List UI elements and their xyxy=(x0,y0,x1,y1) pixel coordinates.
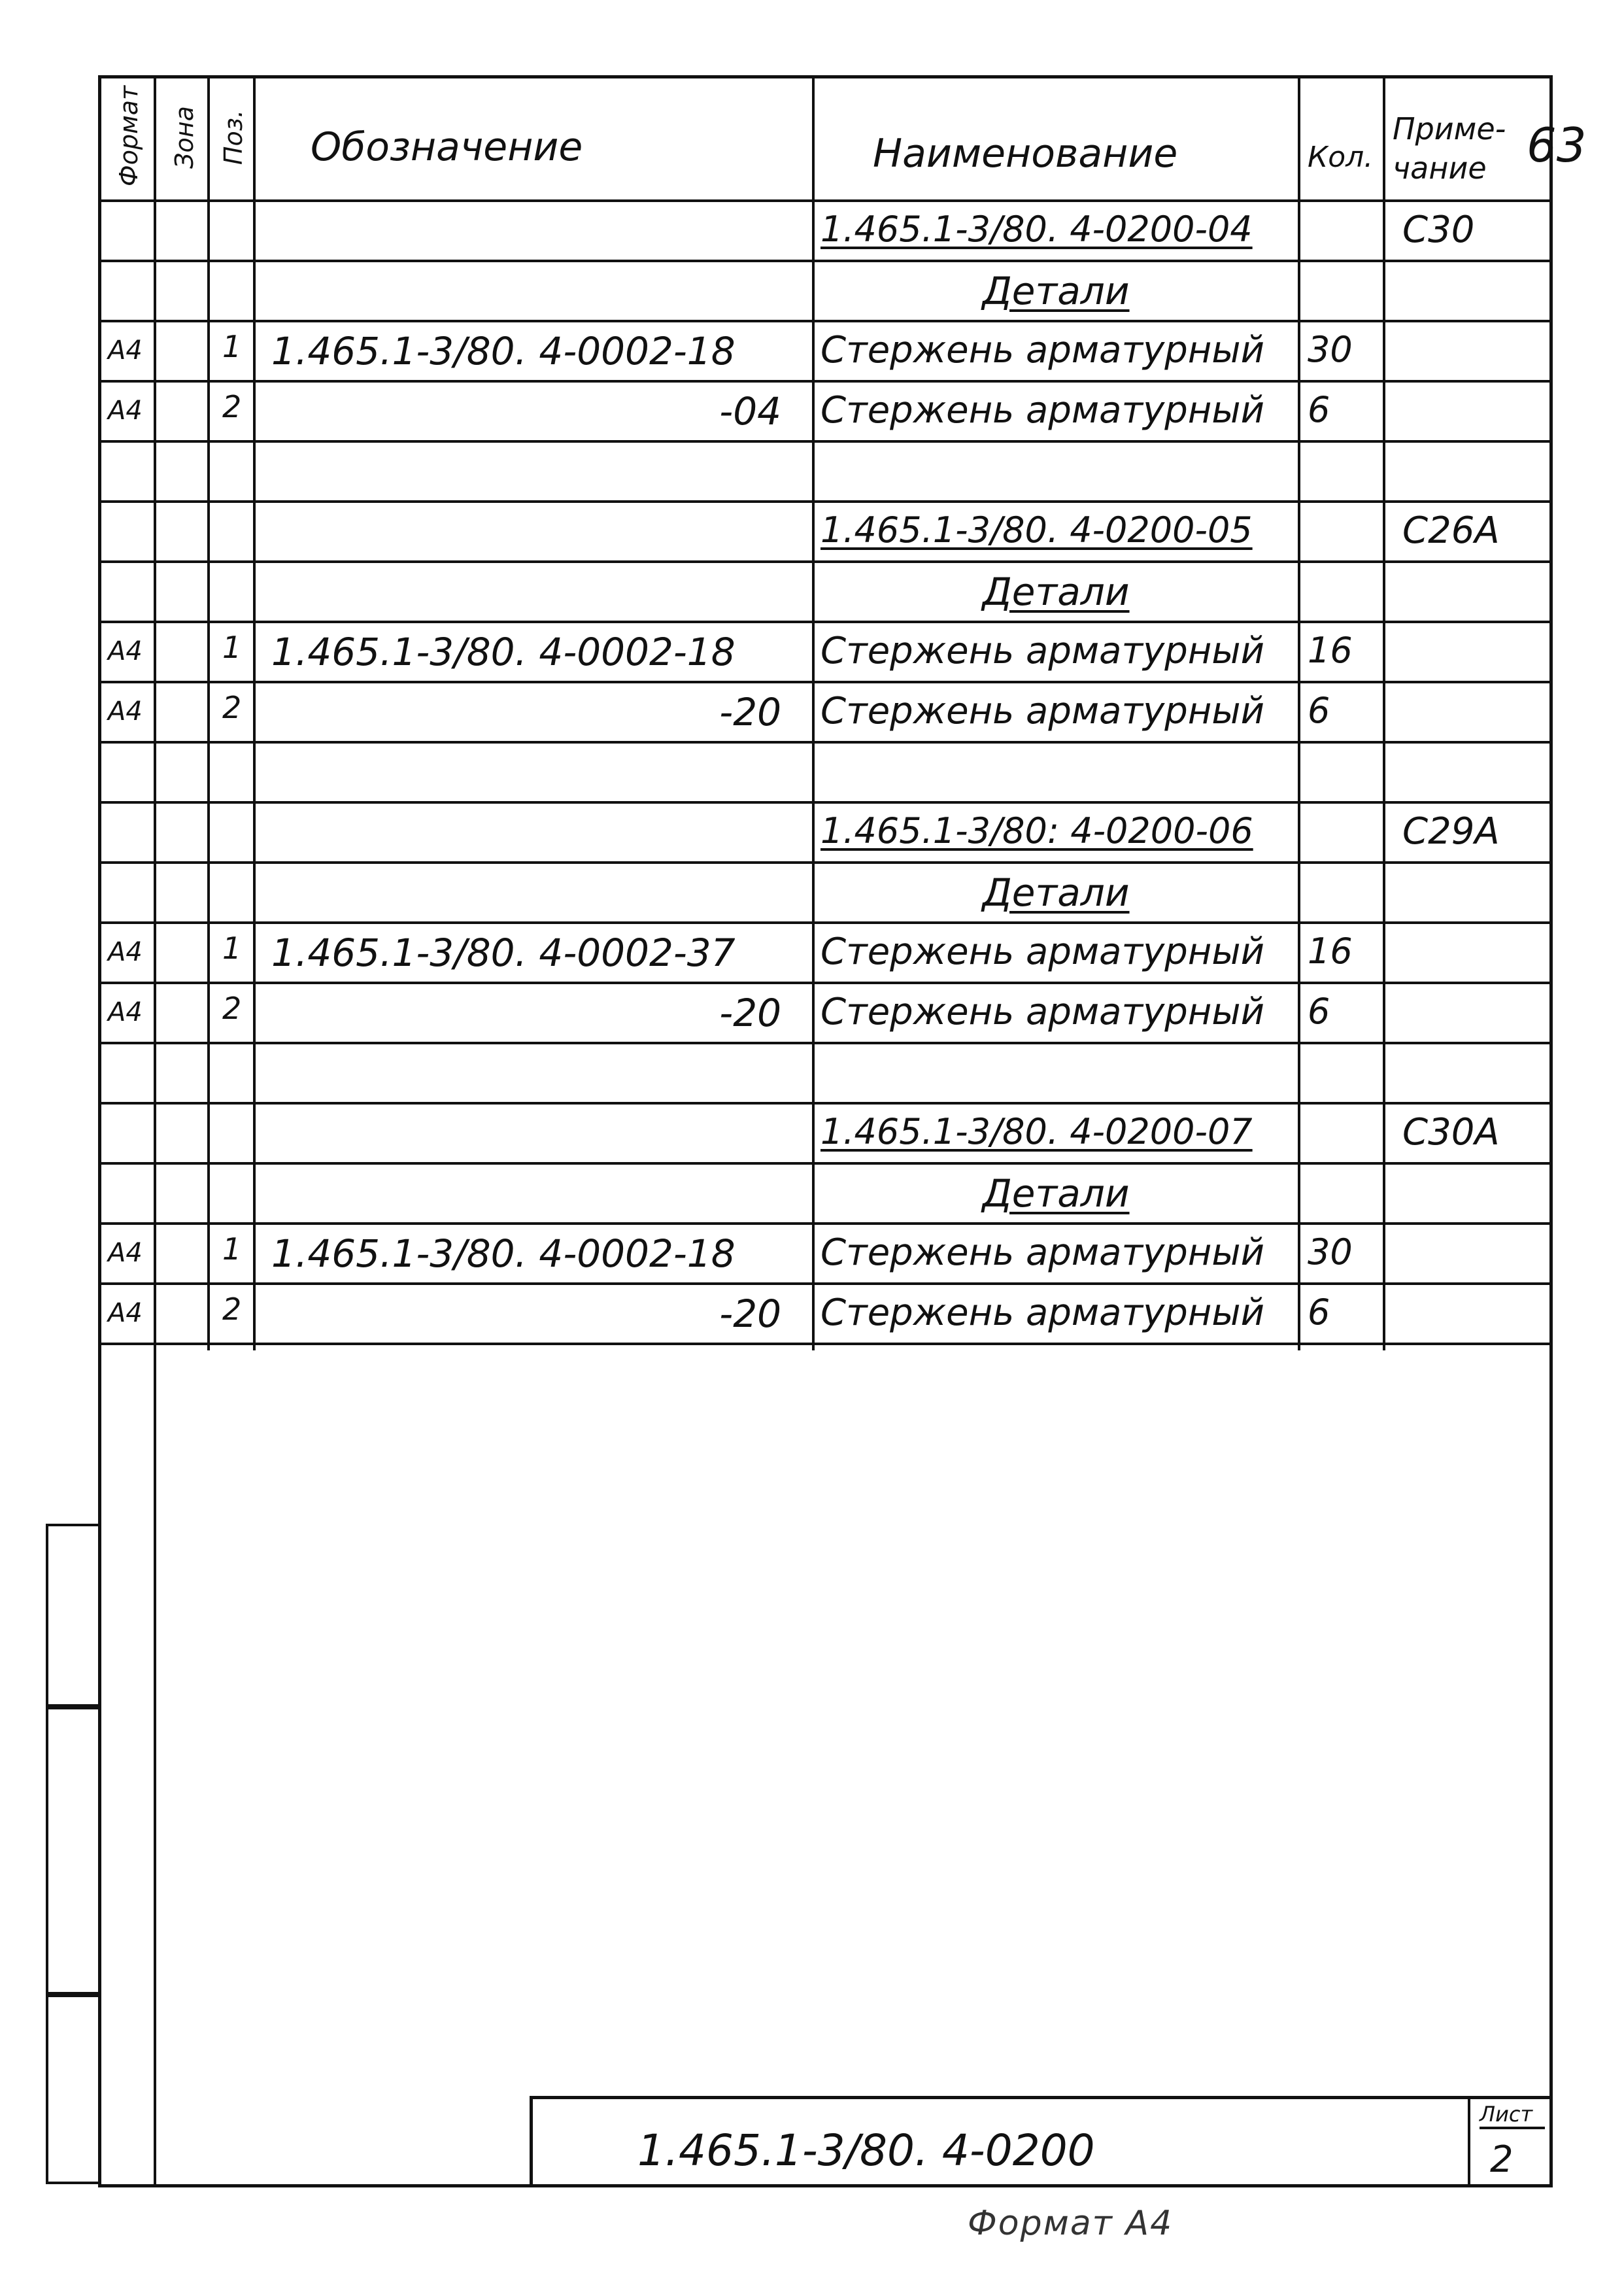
document-title: 1.465.1-3/80: 4-0200-06 xyxy=(820,810,1253,851)
row-divider xyxy=(101,741,1553,744)
format-cell: А4 xyxy=(108,696,143,727)
sheet-box xyxy=(1468,2099,1553,2187)
column-line-3 xyxy=(253,78,256,1350)
row-divider xyxy=(101,681,1553,683)
name-cell: Стержень арматурный xyxy=(820,931,1264,973)
header-note-line1: Приме- xyxy=(1393,111,1506,146)
row-divider xyxy=(101,440,1553,443)
document-title: 1.465.1-3/80. 4-0200-07 xyxy=(820,1111,1253,1152)
table-bottom-line xyxy=(101,1343,1553,1345)
margin-box xyxy=(46,1707,101,1995)
name-cell: Стержень арматурный xyxy=(820,1292,1264,1334)
quantity-cell: 30 xyxy=(1308,329,1353,370)
position-cell: 1 xyxy=(222,1231,242,1267)
title-block xyxy=(530,2096,1553,2187)
column-line-1 xyxy=(154,78,156,2187)
format-cell: А4 xyxy=(108,997,143,1027)
note-cell: С29А xyxy=(1402,810,1500,853)
row-divider xyxy=(101,1282,1553,1285)
format-cell: А4 xyxy=(108,937,143,967)
specification-sheet xyxy=(98,75,1553,2187)
column-line-2 xyxy=(207,78,210,1350)
position-cell: 2 xyxy=(222,1292,242,1327)
section-heading: Детали xyxy=(982,870,1130,915)
position-cell: 1 xyxy=(222,329,242,364)
designation-cell: 1.465.1-3/80. 4-0002-37 xyxy=(271,931,736,975)
position-cell: 1 xyxy=(222,931,242,966)
header-designation: Обозначение xyxy=(311,124,583,170)
position-cell: 2 xyxy=(222,690,242,725)
margin-box xyxy=(46,1995,101,2184)
quantity-cell: 30 xyxy=(1308,1231,1353,1273)
designation-cell: 1.465.1-3/80. 4-0002-18 xyxy=(271,630,736,674)
name-cell: Стержень арматурный xyxy=(820,991,1264,1033)
sheet-label: Лист xyxy=(1480,2102,1545,2129)
row-divider xyxy=(101,320,1553,322)
row-divider xyxy=(101,801,1553,804)
note-cell: С30А xyxy=(1402,1111,1500,1154)
row-divider xyxy=(101,1102,1553,1105)
row-divider xyxy=(101,500,1553,503)
designation-cell: -20 xyxy=(719,690,781,734)
row-divider xyxy=(101,199,1553,202)
quantity-cell: 6 xyxy=(1308,690,1330,731)
format-cell: А4 xyxy=(108,1238,143,1268)
format-cell: А4 xyxy=(108,636,143,666)
note-cell: С26А xyxy=(1402,509,1500,552)
designation-cell: -04 xyxy=(719,389,781,434)
header-zone: Зона xyxy=(170,106,199,169)
column-line-5 xyxy=(1298,78,1300,1350)
margin-note: 63 xyxy=(1527,118,1587,173)
document-title: 1.465.1-3/80. 4-0200-04 xyxy=(820,209,1253,250)
format-cell: А4 xyxy=(108,396,143,426)
quantity-cell: 6 xyxy=(1308,389,1330,430)
header-format: Формат xyxy=(114,85,143,186)
section-heading: Детали xyxy=(982,269,1130,313)
name-cell: Стержень арматурный xyxy=(820,630,1264,672)
position-cell: 2 xyxy=(222,389,242,424)
header-name: Наименование xyxy=(873,131,1178,177)
name-cell: Стержень арматурный xyxy=(820,1231,1264,1274)
quantity-cell: 16 xyxy=(1308,630,1353,671)
row-divider xyxy=(101,560,1553,563)
designation-cell: -20 xyxy=(719,991,781,1035)
row-divider xyxy=(101,861,1553,864)
note-cell: С30 xyxy=(1402,209,1475,251)
row-divider xyxy=(101,380,1553,383)
quantity-cell: 6 xyxy=(1308,991,1330,1032)
name-cell: Стержень арматурный xyxy=(820,690,1264,732)
document-title: 1.465.1-3/80. 4-0200-05 xyxy=(820,509,1253,551)
row-divider xyxy=(101,260,1553,262)
section-heading: Детали xyxy=(982,570,1130,614)
column-line-6 xyxy=(1383,78,1385,1350)
row-divider xyxy=(101,1222,1553,1225)
name-cell: Стержень арматурный xyxy=(820,389,1264,432)
section-heading: Детали xyxy=(982,1171,1130,1216)
format-footer: Формат А4 xyxy=(968,2204,1174,2243)
row-divider xyxy=(101,1162,1553,1165)
name-cell: Стержень арматурный xyxy=(820,329,1264,371)
quantity-cell: 6 xyxy=(1308,1292,1330,1333)
sheet-number: 2 xyxy=(1490,2138,1514,2181)
format-cell: А4 xyxy=(108,335,143,366)
format-cell: А4 xyxy=(108,1298,143,1328)
quantity-cell: 16 xyxy=(1308,931,1353,972)
designation-cell: 1.465.1-3/80. 4-0002-18 xyxy=(271,1231,736,1276)
position-cell: 1 xyxy=(222,630,242,665)
row-divider xyxy=(101,921,1553,924)
header-note-line2: чание xyxy=(1393,150,1487,186)
row-divider xyxy=(101,621,1553,623)
header-quantity: Кол. xyxy=(1308,141,1374,174)
designation-cell: 1.465.1-3/80. 4-0002-18 xyxy=(271,329,736,373)
document-code: 1.465.1-3/80. 4-0200 xyxy=(637,2125,1095,2176)
header-position: Поз. xyxy=(219,109,248,165)
designation-cell: -20 xyxy=(719,1292,781,1336)
position-cell: 2 xyxy=(222,991,242,1026)
row-divider xyxy=(101,982,1553,984)
margin-box xyxy=(46,1524,101,1707)
row-divider xyxy=(101,1042,1553,1044)
